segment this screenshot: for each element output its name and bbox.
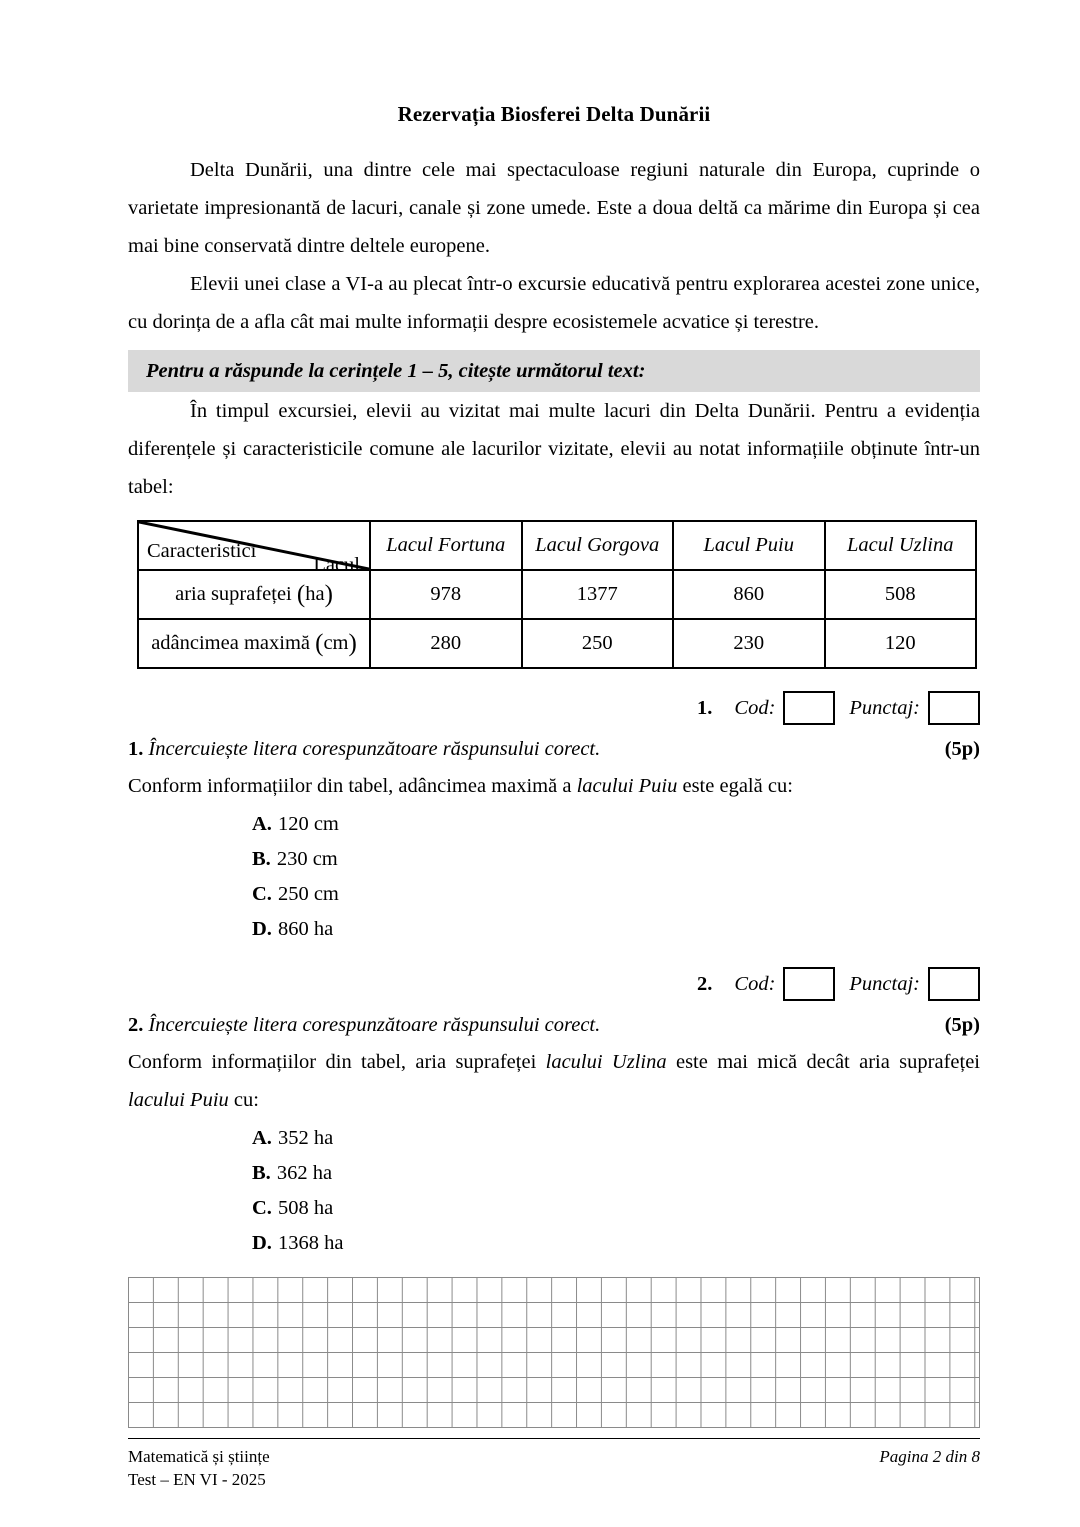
row-label-adancimea-maxima xyxy=(138,619,370,668)
question-1-option-b[interactable] xyxy=(128,842,980,877)
option-letter: C. xyxy=(252,1197,272,1219)
reading-instruction-banner: Pentru a răspunde la cerințele 1 – 5, citește următorul text: xyxy=(128,350,980,392)
question-2-stem-before: Conform informațiilor din tabel, aria suprafeței xyxy=(128,1051,546,1073)
question-1-option-d[interactable] xyxy=(128,912,980,947)
question-2-stem-italic-2: lacului Puiu xyxy=(128,1089,229,1111)
open-paren: ( xyxy=(296,581,306,608)
footer-page-number: Pagina 2 din 8 xyxy=(879,1447,980,1466)
question-2-stem-after: este mai mică decât aria suprafeței xyxy=(666,1051,980,1073)
table-row xyxy=(138,570,976,619)
question-1-stem-italic: lacului Puiu xyxy=(576,775,678,797)
footer-divider xyxy=(128,1438,980,1439)
question-1-option-a[interactable] xyxy=(128,807,980,842)
row-label-aria-suprafetei xyxy=(138,570,370,619)
question-2-option-c[interactable] xyxy=(128,1191,980,1226)
option-letter: C. xyxy=(252,883,272,905)
lakes-table-wrapper xyxy=(137,520,980,669)
question-2-option-d[interactable] xyxy=(128,1226,980,1261)
lakes-data-table xyxy=(137,520,977,669)
column-header-lacul-uzlina: Lacul Uzlina xyxy=(825,521,977,570)
cell-adancime-puiu: 230 xyxy=(673,619,825,668)
question-1-stem-after: este egală cu: xyxy=(677,775,793,797)
open-paren: ( xyxy=(315,630,324,657)
question-1-instruction-line xyxy=(128,731,980,767)
intro-paragraph-1-text: Delta Dunării, una dintre cele mai spectaculoase regiuni naturale din Europa, cuprinde o varietate impresionantă de lacuri, canale și zone umede. Este a doua deltă ca mărime din Europa și cea mai bine conservată dintre deltele europene. xyxy=(128,159,980,257)
option-value: 860 ha xyxy=(277,918,334,940)
table-corner-cell xyxy=(138,521,370,576)
cod-input-q2[interactable] xyxy=(783,967,835,1001)
option-value: 508 ha xyxy=(277,1197,334,1219)
question-1-stem xyxy=(128,767,980,805)
question-1-instruction: Încercuiește litera corespunzătoare răspunsului corect. xyxy=(148,738,601,760)
question-2-number: 2. xyxy=(128,1014,144,1036)
question-1-option-c[interactable] xyxy=(128,877,980,912)
question-2-stem-italic: lacului Uzlina xyxy=(545,1051,667,1073)
question-1-number: 1. xyxy=(128,738,144,760)
question-2-instruction: Încercuiește litera corespunzătoare răspunsului corect. xyxy=(148,1014,601,1036)
intro-paragraph-1 xyxy=(128,151,980,265)
column-header-lacul-gorgova: Lacul Gorgova xyxy=(522,521,674,570)
cell-adancime-uzlina: 120 xyxy=(825,619,977,668)
column-header-lacul-puiu: Lacul Puiu xyxy=(673,521,825,570)
paragraph-3 xyxy=(128,392,980,506)
cell-aria-uzlina: 508 xyxy=(825,570,977,619)
option-letter: D. xyxy=(252,1232,272,1254)
cell-aria-puiu: 860 xyxy=(673,570,825,619)
cell-adancime-fortuna: 280 xyxy=(370,619,522,668)
score-strip-q2-number: 2. xyxy=(697,972,713,995)
cod-label-q2: Cod: xyxy=(734,972,776,995)
option-letter: B. xyxy=(252,1162,271,1184)
punctaj-label-q1: Punctaj: xyxy=(849,696,920,719)
option-value: 1368 ha xyxy=(277,1232,344,1254)
option-letter: A. xyxy=(252,1127,272,1149)
paragraph-3-text: În timpul excursiei, elevii au vizitat mai multe lacuri din Delta Dunării. Pentru a evidenția diferențele și caracteristicile comune ale lacurilor vizitate, elevii au notat informațiile obținute într-un tabel: xyxy=(128,400,980,498)
page-footer xyxy=(128,1438,980,1491)
score-strip-q2 xyxy=(128,967,980,1001)
cod-label-q1: Cod: xyxy=(734,696,776,719)
question-2-instruction-line xyxy=(128,1007,980,1043)
option-value: 230 cm xyxy=(276,848,338,870)
row-unit: ha xyxy=(305,583,325,605)
row-unit: cm xyxy=(323,632,349,654)
question-2-stem xyxy=(128,1043,980,1119)
option-value: 120 cm xyxy=(277,813,339,835)
question-1-stem-before: Conform informațiilor din tabel, adâncimea maximă a xyxy=(128,775,577,797)
option-value: 250 cm xyxy=(277,883,339,905)
footer-content xyxy=(128,1445,980,1491)
column-header-lacul-fortuna: Lacul Fortuna xyxy=(370,521,522,570)
cod-input-q1[interactable] xyxy=(783,691,835,725)
question-1-options xyxy=(128,807,980,947)
cell-aria-fortuna: 978 xyxy=(370,570,522,619)
footer-left xyxy=(128,1445,270,1491)
table-header-row xyxy=(138,521,976,570)
footer-test: Test – EN VI - 2025 xyxy=(128,1470,266,1489)
page-content xyxy=(128,0,980,1428)
option-value: 362 ha xyxy=(276,1162,333,1184)
question-2-option-a[interactable] xyxy=(128,1121,980,1156)
answer-grid-area[interactable] xyxy=(128,1277,980,1428)
cell-aria-gorgova: 1377 xyxy=(522,570,674,619)
option-letter: D. xyxy=(252,918,272,940)
table-row xyxy=(138,619,976,668)
close-paren: ) xyxy=(324,581,333,608)
option-letter: A. xyxy=(252,813,272,835)
score-strip-q1 xyxy=(128,691,980,725)
row-label-text: adâncimea maximă xyxy=(151,632,310,654)
intro-paragraph-2 xyxy=(128,265,980,341)
punctaj-label-q2: Punctaj: xyxy=(849,972,920,995)
cell-adancime-gorgova: 250 xyxy=(522,619,674,668)
close-paren: ) xyxy=(348,630,357,657)
option-value: 352 ha xyxy=(277,1127,334,1149)
page-title: Rezervația Biosferei Delta Dunării xyxy=(397,102,711,126)
question-2-options xyxy=(128,1121,980,1261)
question-2-points: (5p) xyxy=(944,1014,980,1036)
question-1-points: (5p) xyxy=(944,738,980,760)
question-2-option-b[interactable] xyxy=(128,1156,980,1191)
row-label-text: aria suprafeței xyxy=(175,583,292,605)
punctaj-input-q2[interactable] xyxy=(928,967,980,1001)
option-letter: B. xyxy=(252,848,271,870)
intro-paragraph-2-text: Elevii unei clase a VI-a au plecat într-o excursie educativă pentru explorarea acestei zone unice, cu dorința de a afla cât mai multe informații despre ecosistemele acvatice și terestre. xyxy=(128,273,980,333)
question-2-stem-after-2: cu: xyxy=(228,1089,259,1111)
corner-bottom-label: Caracteristici xyxy=(147,540,257,562)
footer-subject: Matematică și științe xyxy=(128,1447,270,1466)
score-strip-q1-number: 1. xyxy=(697,696,713,719)
punctaj-input-q1[interactable] xyxy=(928,691,980,725)
corner-top-label: Lacul xyxy=(313,554,360,576)
